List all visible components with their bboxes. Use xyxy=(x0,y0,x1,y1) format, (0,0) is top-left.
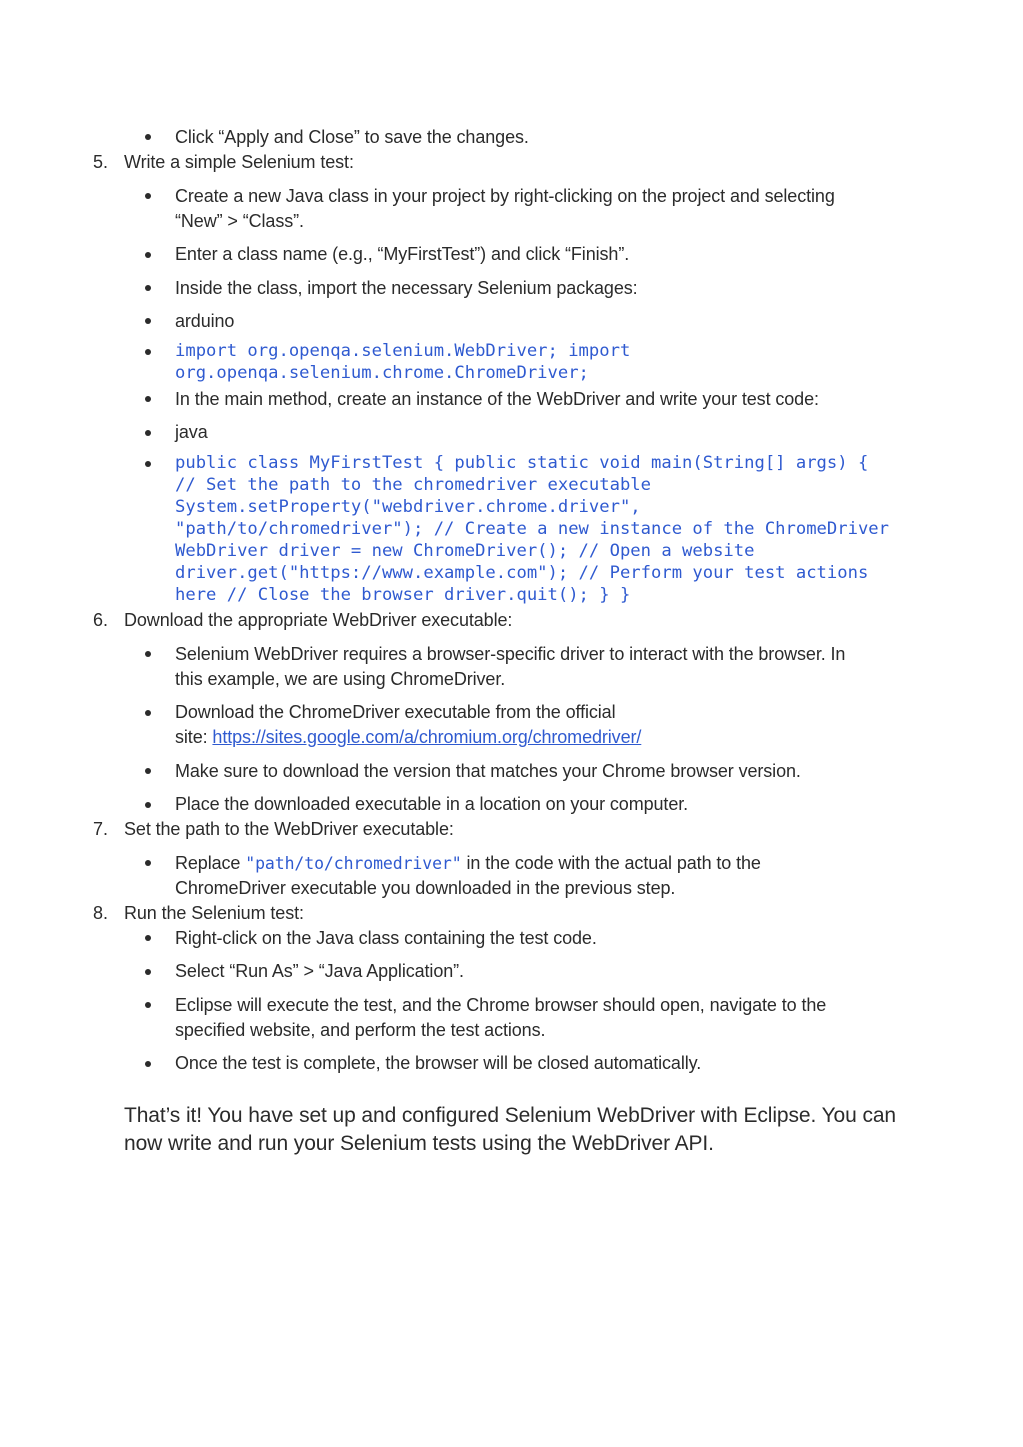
inline-code-path: "path/to/chromedriver" xyxy=(245,854,462,873)
bullet-marker xyxy=(145,349,151,355)
code-test-line2: // Set the path to the chromedriver executable xyxy=(175,475,651,495)
step-number-6: 6. xyxy=(93,610,109,630)
bullet-marker xyxy=(145,969,151,975)
bullet-create-class-line1: Create a new Java class in your project by right-clicking on the project and selecting xyxy=(175,186,835,206)
bullet-marker xyxy=(145,860,151,866)
bullet-enter-class-name: Enter a class name (e.g., “MyFirstTest”) and click “Finish”. xyxy=(175,244,630,264)
step-title-5: Write a simple Selenium test: xyxy=(124,152,354,172)
code-language-label: arduino xyxy=(175,311,235,331)
step-number-8: 8. xyxy=(93,903,109,923)
step-title-8: Run the Selenium test: xyxy=(124,903,304,923)
replace-prefix: Replace xyxy=(175,853,246,873)
code-language-label: java xyxy=(175,422,208,442)
bullet-eclipse-execute-line2: specified website, and perform the test actions. xyxy=(175,1020,546,1040)
bullet-main-method: In the main method, create an instance of the WebDriver and write your test code: xyxy=(175,389,819,409)
bullet-marker xyxy=(145,252,151,258)
bullet-import-packages: Inside the class, import the necessary Selenium packages: xyxy=(175,278,638,298)
bullet-marker xyxy=(145,1061,151,1067)
step-title-7: Set the path to the WebDriver executable: xyxy=(124,819,454,839)
bullet-marker xyxy=(145,935,151,941)
bullet-eclipse-execute-line1: Eclipse will execute the test, and the Chrome browser should open, navigate to the xyxy=(175,995,827,1015)
code-test-line1: public class MyFirstTest { public static void main(String[] args) { xyxy=(175,453,869,473)
code-test-line6: driver.get("https://www.example.com"); // Perform your test actions xyxy=(175,563,869,583)
bullet-marker xyxy=(145,396,151,402)
chromedriver-download-link[interactable]: https://sites.google.com/a/chromium.org/chromedriver/ xyxy=(212,727,642,747)
bullet-marker xyxy=(145,318,151,324)
bullet-download-line1: Download the ChromeDriver executable from the official xyxy=(175,702,616,722)
bullet-replace-path-line1 xyxy=(175,851,761,876)
site-label: site: xyxy=(175,727,213,747)
bullet-marker xyxy=(145,461,151,467)
bullet-requires-driver-line1: Selenium WebDriver requires a browser-specific driver to interact with the browser. In xyxy=(175,644,846,664)
bullet-right-click: Right-click on the Java class containing the test code. xyxy=(175,928,597,948)
code-import-line1: import org.openqa.selenium.WebDriver; import xyxy=(175,341,631,361)
code-test-line4: "path/to/chromedriver"); // Create a new instance of the ChromeDriver xyxy=(175,519,889,539)
bullet-download-line2 xyxy=(175,725,641,749)
bullet-replace-path-line2: ChromeDriver executable you downloaded in the previous step. xyxy=(175,878,676,898)
bullet-browser-closed: Once the test is complete, the browser will be closed automatically. xyxy=(175,1053,702,1073)
bullet-marker xyxy=(145,430,151,436)
bullet-requires-driver-line2: this example, we are using ChromeDriver. xyxy=(175,669,506,689)
code-import-line2: org.openqa.selenium.chrome.ChromeDriver; xyxy=(175,363,589,383)
code-test-line3: System.setProperty("webdriver.chrome.driver", xyxy=(175,497,641,517)
bullet-run-as: Select “Run As” > “Java Application”. xyxy=(175,961,464,981)
closing-paragraph-line2: now write and run your Selenium tests using the WebDriver API. xyxy=(124,1132,714,1155)
step-title-6: Download the appropriate WebDriver executable: xyxy=(124,610,513,630)
bullet-marker xyxy=(145,1002,151,1008)
bullet-marker xyxy=(145,134,151,140)
replace-suffix: in the code with the actual path to the xyxy=(461,853,761,873)
bullet-marker xyxy=(145,802,151,808)
code-test-line5: WebDriver driver = new ChromeDriver(); // Open a website xyxy=(175,541,755,561)
bullet-create-class-line2: “New” > “Class”. xyxy=(175,211,304,231)
bullet-marker xyxy=(145,710,151,716)
bullet-matches-version: Make sure to download the version that matches your Chrome browser version. xyxy=(175,761,801,781)
bullet-marker xyxy=(145,651,151,657)
bullet-place-executable: Place the downloaded executable in a location on your computer. xyxy=(175,794,689,814)
bullet-marker xyxy=(145,768,151,774)
closing-paragraph-line1: That’s it! You have set up and configured Selenium WebDriver with Eclipse. You can xyxy=(124,1104,896,1127)
bullet-marker xyxy=(145,193,151,199)
bullet-apply-close: Click “Apply and Close” to save the changes. xyxy=(175,127,529,147)
bullet-marker xyxy=(145,285,151,291)
step-number-5: 5. xyxy=(93,152,109,172)
step-number-7: 7. xyxy=(93,819,109,839)
code-test-line7: here // Close the browser driver.quit(); } } xyxy=(175,585,631,605)
